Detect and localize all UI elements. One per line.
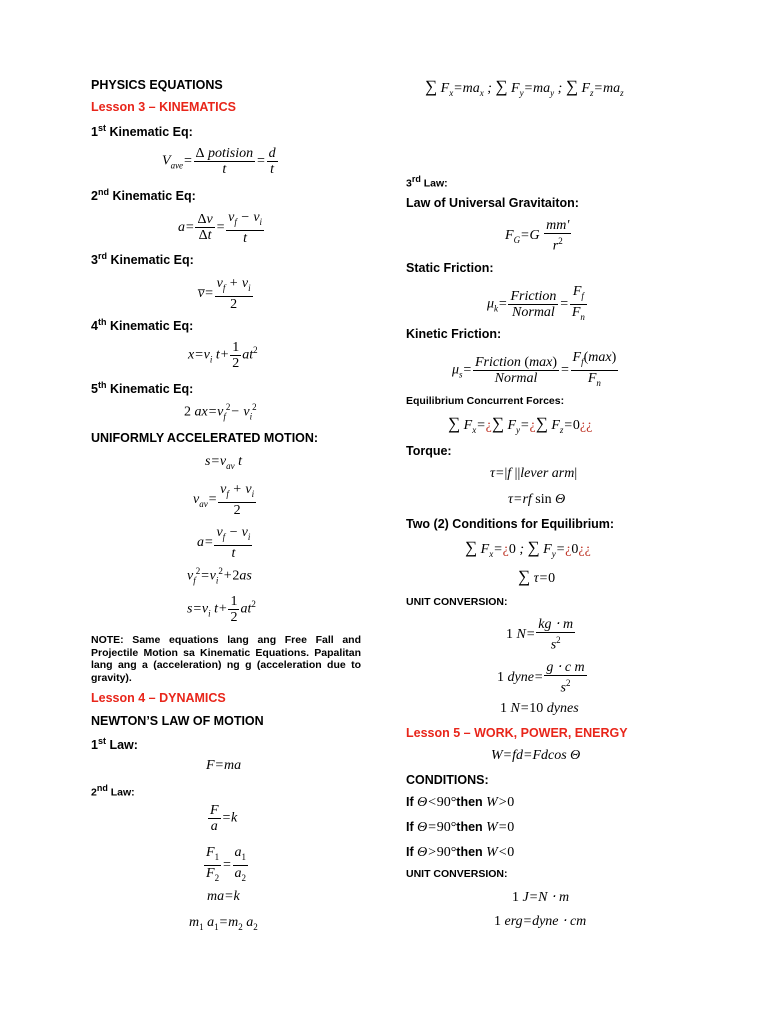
eq-force-ma: F=ma <box>206 758 242 773</box>
second-law-label: 2nd Law: <box>91 783 135 799</box>
kinematic-eq-5-label: 5th Kinematic Eq: <box>91 380 194 397</box>
gravitation-heading: Law of Universal Gravitaiton: <box>406 196 579 210</box>
eq-erg-unit: 1 erg=dyne ⋅ cm <box>494 914 587 929</box>
two-conditions-heading: Two (2) Conditions for Equilibrium: <box>406 517 615 531</box>
eq-torque-sin: τ=rf sin Θ <box>508 492 566 507</box>
eq-torque-lever: τ=|f ||lever arm| <box>490 466 578 481</box>
unit-conversion-heading-1: UNIT CONVERSION: <box>406 596 508 608</box>
eq-force-ratio: $\frac{F_1}{F_2}$ = $\frac{a_1}{a_2}$ <box>206 845 247 883</box>
eq-displacement: $x=v_i$ t+ $\frac{1}{2}$ $at^2$ <box>188 340 258 371</box>
eq-velocity-squared: 2 $ax=v_f^2- v_i^2$ <box>184 402 257 422</box>
equilibrium-heading: Equilibrium Concurrent Forces: <box>406 395 565 407</box>
condition-equal-90: If Θ=90°then W=0 <box>406 820 515 835</box>
eq-kinetic-friction: $\mu_s=$ $\frac{\text{Friction (max)}}{\text{Normal}}$ = $\frac{F_f(\max)}{F_n}$ <box>452 350 617 388</box>
eq-static-friction: $\mu_k=$ $\frac{\text{Friction}}{\text{Normal}}$ = $\frac{F_f}{F_n}$ <box>487 284 585 322</box>
torque-heading: Torque: <box>406 444 452 458</box>
eq-uam-average-velocity: $v_{av}=$ $\frac{v_f + v_i}{2}$ <box>193 482 255 518</box>
eq-newton-unit: 1 N= $\frac{kg \cdot m}{s^2}$ <box>506 617 574 653</box>
eq-sum-forces-components: ∑ $F_x=ma_x$ ; ∑ $F_y=ma_y$ ; ∑ $F_z=ma_z$ <box>425 77 624 98</box>
eq-mean-velocity: v̅= $\frac{v_f + v_i}{2}$ <box>198 276 251 312</box>
eq-average-velocity: $V_{ave}=$ $\frac{\text{Δ potision}}{t}$ = $\frac{d}{t}$ <box>162 146 276 177</box>
eq-uam-acceleration: a= $\frac{v_f - v_i}{t}$ <box>197 525 251 561</box>
conditions-heading: CONDITIONS: <box>406 773 489 787</box>
eq-gravitation: $F_G=G$ $\frac{mm'}{r^2}$ <box>505 218 570 254</box>
kinematic-eq-4-label: 4th Kinematic Eq: <box>91 317 194 334</box>
free-fall-note: NOTE: Same equations lang ang Free Fall and Projectile Motion sa Kinematic Equations. Papalitan lang ang a (acceleration) ng g (acceleration due to gravity). <box>91 634 361 684</box>
third-law-label: 3rd Law: <box>406 174 448 190</box>
lesson-3-heading: Lesson 3 – KINEMATICS <box>91 100 236 114</box>
unit-conversion-heading-2: UNIT CONVERSION: <box>406 868 508 880</box>
eq-m1a1-m2a2: $m_1$ $a_1=m_2$ $a_2$ <box>189 915 258 932</box>
eq-equilibrium-forces: ∑ $F_x=¿\sum$ $F_y=¿\sum$ $F_z=0¿¿$ <box>448 414 593 435</box>
eq-work: W=fd=Fdcos Θ <box>491 748 581 763</box>
eq-uam-displacement: $s=v_i$ t+ $\frac{1}{2}$ $at^2$ <box>187 594 256 625</box>
newtons-law-heading: NEWTON’S LAW OF MOTION <box>91 714 264 728</box>
lesson-4-heading: Lesson 4 – DYNAMICS <box>91 691 226 705</box>
eq-uam-velocity-squared: $v_f^2=v_i^2+2as$ <box>187 566 252 586</box>
eq-conditions-sum-forces: ∑ $F_x=¿0$ ; ∑ $F_y=¿0¿¿$ <box>465 538 591 559</box>
kinematic-eq-2-label: 2nd Kinematic Eq: <box>91 187 196 204</box>
eq-joule-unit: 1 J=N ⋅ m <box>512 890 570 905</box>
uniformly-accelerated-heading: UNIFORMLY ACCELERATED MOTION: <box>91 431 319 445</box>
page-title: PHYSICS EQUATIONS <box>91 78 223 92</box>
eq-uam-distance: $s=v_{av}$ t <box>205 454 242 471</box>
kinetic-friction-heading: Kinetic Friction: <box>406 327 502 341</box>
static-friction-heading: Static Friction: <box>406 261 494 275</box>
condition-less-than-90: If Θ<90°then W>0 <box>406 795 515 810</box>
first-law-label: 1st Law: <box>91 736 138 753</box>
eq-dyne-unit: 1 dyne= $\frac{\text{g ⋅ c m}}{s^2}$ <box>497 660 585 696</box>
kinematic-eq-1-label: 1st Kinematic Eq: <box>91 123 193 140</box>
kinematic-eq-3-label: 3rd Kinematic Eq: <box>91 251 194 268</box>
condition-greater-than-90: If Θ>90°then W<0 <box>406 845 515 860</box>
eq-newton-dynes: 1 N=10 dynes <box>500 701 579 716</box>
eq-sum-torque: ∑ τ=0 <box>518 567 556 586</box>
eq-acceleration: a= $\frac{\Delta v}{\Delta t}$ = $\frac{v_f - v_i}{t}$ <box>178 210 263 246</box>
eq-f-over-a: $\frac{F}{a}$ =k <box>210 803 238 834</box>
eq-ma-k: ma=k <box>207 889 240 904</box>
lesson-5-heading: Lesson 5 – WORK, POWER, ENERGY <box>406 726 628 740</box>
